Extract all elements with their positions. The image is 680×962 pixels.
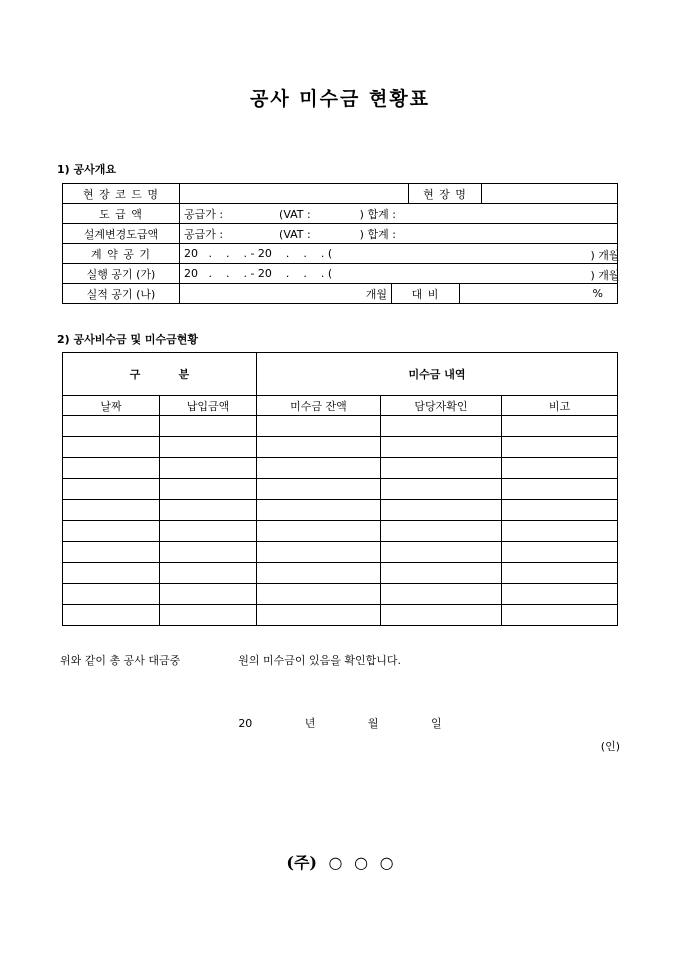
col-header-paid-amount: 납입금액 <box>160 396 257 416</box>
contract-amount-label: 도 급 액 <box>63 204 180 224</box>
table-cell[interactable] <box>502 458 618 479</box>
table-cell[interactable] <box>160 416 257 437</box>
col-header-confirm: 담당자확인 <box>381 396 502 416</box>
table-cell[interactable] <box>63 542 160 563</box>
table-cell[interactable] <box>502 437 618 458</box>
table-row <box>63 437 618 458</box>
table-cell[interactable] <box>502 500 618 521</box>
table-cell[interactable] <box>381 479 502 500</box>
changed-amount-field[interactable]: 공급가 : (VAT : ) 합계 : <box>180 224 618 244</box>
exec-period-dates: 20 . . . - 20 . . . ( <box>184 267 333 280</box>
table-cell[interactable] <box>257 563 381 584</box>
table-cell[interactable] <box>502 521 618 542</box>
table-cell[interactable] <box>381 521 502 542</box>
table-cell[interactable] <box>257 605 381 626</box>
actual-period-label: 실적 공기 (나) <box>63 284 180 304</box>
table-cell[interactable] <box>63 458 160 479</box>
table-row <box>63 500 618 521</box>
date-line: 20 년 월 일 <box>238 717 442 730</box>
table-cell[interactable] <box>381 605 502 626</box>
col-header-remarks: 비고 <box>502 396 618 416</box>
table-cell[interactable] <box>257 458 381 479</box>
table-row <box>63 542 618 563</box>
table-cell[interactable] <box>502 563 618 584</box>
table-cell[interactable] <box>381 500 502 521</box>
table-cell[interactable] <box>160 437 257 458</box>
table-cell[interactable] <box>63 500 160 521</box>
table-cell[interactable] <box>381 458 502 479</box>
document-title: 공사 미수금 현황표 <box>249 88 431 110</box>
section-2-heading: 2) 공사비수금 및 미수금현황 <box>57 333 199 346</box>
exec-period-label: 실행 공기 (가) <box>63 264 180 284</box>
site-name-field[interactable] <box>482 184 618 204</box>
site-code-field[interactable] <box>180 184 409 204</box>
table-cell[interactable] <box>63 521 160 542</box>
ratio-label: 대 비 <box>392 284 460 304</box>
company-name: (주) ○ ○ ○ <box>286 853 394 872</box>
contract-period-field[interactable] <box>180 244 618 264</box>
table-cell[interactable] <box>257 437 381 458</box>
table-cell[interactable] <box>160 542 257 563</box>
table-cell[interactable] <box>160 521 257 542</box>
table-cell[interactable] <box>257 521 381 542</box>
table-cell[interactable] <box>502 542 618 563</box>
table-cell[interactable] <box>160 563 257 584</box>
table-cell[interactable] <box>160 458 257 479</box>
table-cell[interactable] <box>63 437 160 458</box>
exec-period-field[interactable] <box>180 264 618 284</box>
table-cell[interactable] <box>502 605 618 626</box>
table-cell[interactable] <box>63 605 160 626</box>
group-header-receivables: 미수금 내역 <box>257 353 618 396</box>
table-cell[interactable] <box>63 416 160 437</box>
table-cell[interactable] <box>257 584 381 605</box>
table-row <box>63 416 618 437</box>
table-cell[interactable] <box>381 584 502 605</box>
section-1-heading: 1) 공사개요 <box>57 163 117 176</box>
table-cell[interactable] <box>381 437 502 458</box>
table-row <box>63 521 618 542</box>
actual-months-field[interactable]: 개월 <box>180 284 392 304</box>
table-cell[interactable] <box>160 479 257 500</box>
seal-mark: (인) <box>600 740 620 753</box>
confirmation-statement <box>60 652 401 668</box>
contract-amount-field[interactable]: 공급가 : (VAT : ) 합계 : <box>180 204 618 224</box>
ratio-field[interactable]: % <box>460 284 618 304</box>
statement-part-1: 위와 같이 총 공사 대금중 <box>60 654 181 667</box>
exec-period-unit: ) 개월 <box>590 269 620 282</box>
changed-amount-label: 설계변경도급액 <box>63 224 180 244</box>
contract-period-dates: 20 . . . - 20 . . . ( <box>184 247 333 260</box>
table-row <box>63 605 618 626</box>
statement-part-2: 원의 미수금이 있음을 확인합니다. <box>238 654 401 667</box>
table-cell[interactable] <box>502 479 618 500</box>
receivables-table <box>62 352 618 626</box>
table-cell[interactable] <box>160 584 257 605</box>
table-row <box>63 458 618 479</box>
site-name-label: 현 장 명 <box>409 184 482 204</box>
table-cell[interactable] <box>160 500 257 521</box>
table-cell[interactable] <box>381 542 502 563</box>
table-cell[interactable] <box>63 584 160 605</box>
table-row <box>63 584 618 605</box>
group-header-category: 구 분 <box>63 353 257 396</box>
project-overview-table <box>62 183 618 304</box>
table-row <box>63 563 618 584</box>
table-cell[interactable] <box>502 584 618 605</box>
contract-period-unit: ) 개월 <box>590 249 620 262</box>
table-row <box>63 479 618 500</box>
col-header-date: 날짜 <box>63 396 160 416</box>
table-cell[interactable] <box>381 563 502 584</box>
table-cell[interactable] <box>381 416 502 437</box>
table-cell[interactable] <box>63 479 160 500</box>
contract-period-label: 계 약 공 기 <box>63 244 180 264</box>
table-cell[interactable] <box>257 542 381 563</box>
col-header-balance: 미수금 잔액 <box>257 396 381 416</box>
table-cell[interactable] <box>257 500 381 521</box>
table-cell[interactable] <box>502 416 618 437</box>
site-code-label: 현 장 코 드 명 <box>63 184 180 204</box>
table-cell[interactable] <box>257 479 381 500</box>
table-cell[interactable] <box>257 416 381 437</box>
table-cell[interactable] <box>160 605 257 626</box>
table-cell[interactable] <box>63 563 160 584</box>
